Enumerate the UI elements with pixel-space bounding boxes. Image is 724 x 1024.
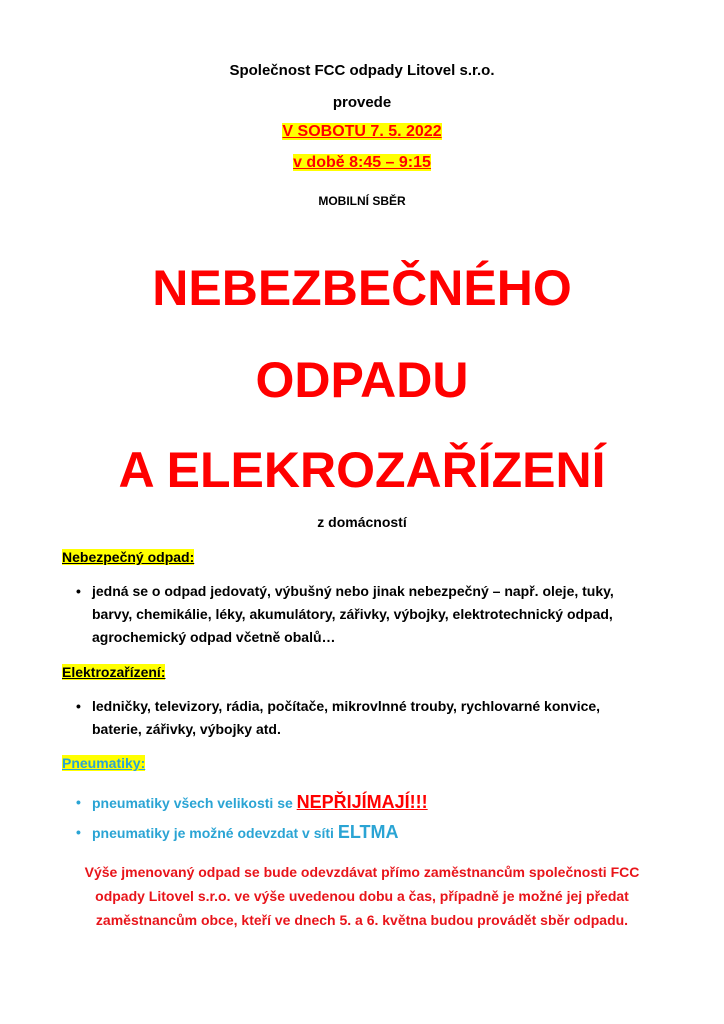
event-date: V SOBOTU 7. 5. 2022 — [282, 123, 442, 140]
bullet-icon: • — [76, 794, 81, 810]
bullet-icon: • — [76, 824, 81, 840]
date-line — [0, 123, 724, 141]
eltma-text: ELTMA — [337, 822, 399, 842]
company-name: Společnost FCC odpady Litovel s.r.o. — [229, 62, 495, 79]
footer-note: Výše jmenovaný odpad se bude odevzdávat přímo zaměstnancům společnosti FCC odpady Litovel s.r.o. ve výše uvedenou dobu a čas, případně je možné jej předat zaměstnancům obce, kteří ve dnech 5. a 6. května budou provádět sběr odpadu. — [84, 864, 640, 928]
action-text: provede — [332, 94, 392, 111]
bullet-icon: • — [76, 698, 81, 714]
title-line-3: A ELEKROZAŘÍZENÍ — [118, 442, 606, 498]
time-line — [0, 154, 724, 172]
electro-heading: Elektrozařízení: — [62, 664, 166, 680]
mobile-collection: MOBILNÍ SBĚR — [318, 194, 406, 208]
tyres-bullet-2: • pneumatiky je možné odevzdat v síti ELTMA — [76, 822, 399, 842]
hazardous-bullet: • jedná se o odpad jedovatý, výbušný nebo jinak nebezpečný – např. oleje, tuky, barvy, chemikálie, léky, akumulátory, zářivky, výbojky, elektrotechnický odpad, agrochemický odpad včetně obalů… — [76, 580, 676, 649]
event-time: v době 8:45 – 9:15 — [293, 154, 431, 171]
electro-bullet: • ledničky, televizory, rádia, počítače, mikrovlnné trouby, rychlovarné konvice, baterie, zářivky, výbojky atd. — [76, 695, 676, 741]
title-line-1: NEBEZBEČNÉHO — [152, 260, 572, 316]
hazardous-heading: Nebezpečný odpad: — [62, 549, 195, 565]
tyres-bullet-1: • pneumatiky všech velikosti se NEPŘIJÍMAJÍ!!! — [76, 792, 428, 812]
not-accepted-text: NEPŘIJÍMAJÍ!!! — [296, 792, 428, 812]
subtitle: z domácností — [317, 514, 407, 530]
title-line-2: ODPADU — [255, 352, 469, 408]
bullet-icon: • — [76, 583, 81, 599]
tyres-heading: Pneumatiky: — [62, 755, 146, 771]
